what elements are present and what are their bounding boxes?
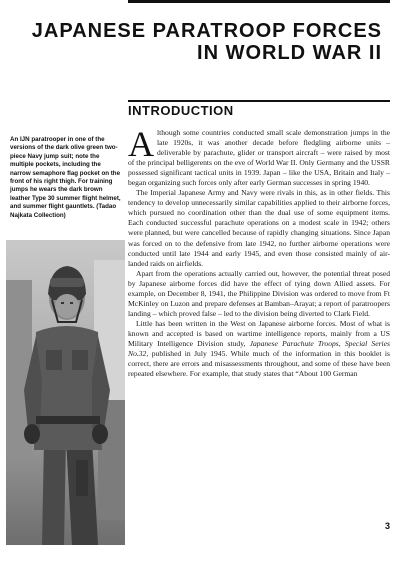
paragraph-1-text: lthough some countries conducted small scale demonstration jumps in the late 1920s, it was another decade before fledgling airborne units – deliverable by parachute, glider or transport aircraft – were raised by most of the principal belligerents on the eve of World War II. Only Germany and the USSR possessed significant tactical units in 1939. Japan – like the USA, Britain and Italy – began organizing such forces only after early German successes in spring 1940.	[128, 128, 390, 188]
paragraph-1	[128, 124, 390, 188]
paragraph-2	[128, 188, 390, 268]
page-title	[2, 20, 382, 64]
photo-caption: An IJN paratrooper in one of the versions of the dark olive green two-piece Navy jump suit; note the multiple pockets, including the narrow semaphore flag pocket on the front of his right thigh. For training jumps he wears the dark brown leather Type 30 summer flight helmet, and summer flight gauntlets. (Tadao Najkata Collection)	[10, 136, 121, 219]
title-rule	[128, 0, 390, 3]
page-title-line2: IN WORLD WAR II	[197, 42, 382, 64]
drop-cap: A	[128, 124, 154, 164]
paragraph-4-text-a: Little has been written in the West on Japanese airborne forces. Most of what is known and accepted is based on wartime intelligence reports, mainly from a US Military Intelligence Division study,	[128, 318, 390, 348]
introduction-text	[128, 124, 390, 573]
paragraph-4-text-b: published in July 1945. While much of the information in this booklet is correct, there are errors and misassessments throughout, and some of these have been repeated elsewhere. For example, that study states that “About 100 German	[128, 349, 390, 379]
section-rule	[128, 100, 390, 102]
paragraph-2-text: The Imperial Japanese Army and Navy were rivals in this, as in other fields. This tendency to develop unnecessarily similar capabilities applied to their airborne forces, which pursued no coordination other than the dual use of some equipment items. Each conducted successful parachute operations on a modest scale in 1942; others were planned, but were cancelled because of rapidly changing situations. Since Japan was forced on to the defensive from late 1942, no further airborne operations were conducted until late 1944 and early 1945, and even those consisted mainly of air-landed raids on airfields.	[128, 188, 390, 268]
photo-wrap-spacer	[0, 188, 116, 573]
study-title: Japanese Parachute Troops, Special Series No.32,	[128, 338, 390, 359]
page-number: 3	[384, 521, 390, 531]
paragraph-4	[128, 319, 390, 379]
page-title-line1: JAPANESE PARATROOP FORCES	[31, 20, 382, 42]
paragraph-3: Apart from the operations actually carried out, however, the potential threat posed by Japanese airborne forces did have the effect of tying down Allied assets. For example, on December 8, 1941, the Philippine Division was ordered to move from Ft McKinley on Luzon and prepare defenses at Bamban–Arayat; a report of paratroopers landing – which proved false – led to the division being diverted to Clark Field.	[128, 268, 390, 318]
section-heading: INTRODUCTION	[128, 103, 234, 118]
